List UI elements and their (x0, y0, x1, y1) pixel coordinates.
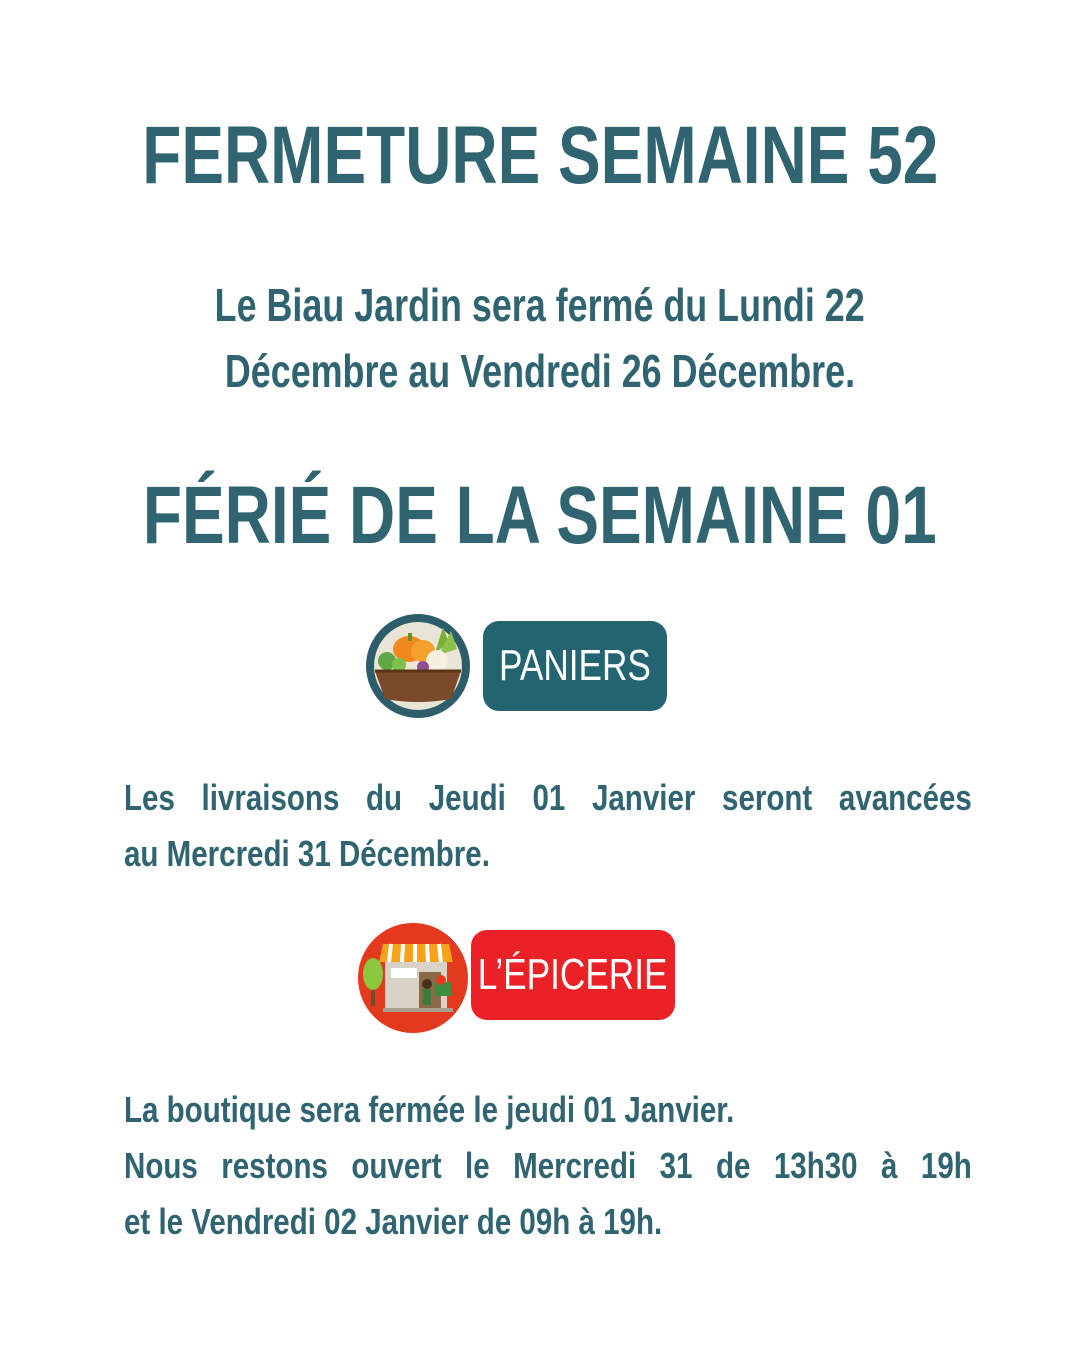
epicerie-text-line-1: La boutique sera fermée le jeudi 01 Janvier. (124, 1089, 735, 1130)
epicerie-text-word: 19h (920, 1145, 972, 1186)
epicerie-label (471, 930, 675, 1020)
epicerie-text-word: à (881, 1145, 898, 1186)
paniers-text-word: Jeudi (428, 777, 506, 818)
paniers-badge (365, 613, 667, 719)
epicerie-text-word: 31 (659, 1145, 693, 1186)
epicerie-text-word: Mercredi (513, 1145, 637, 1186)
closure-notice-line-2: Décembre au Vendredi 26 Décembre. (224, 345, 856, 397)
paniers-text-line-1 (124, 770, 972, 826)
epicerie-label-text: L’ÉPICERIE (478, 950, 668, 999)
section-title (0, 468, 1080, 564)
epicerie-text-word: Nous (124, 1145, 198, 1186)
paniers-text-word: Les (124, 777, 175, 818)
epicerie-text-word: le (465, 1145, 490, 1186)
closure-notice (0, 272, 1080, 404)
paniers-text-word: Janvier (591, 777, 696, 818)
vegetable-basket-icon (365, 613, 471, 719)
epicerie-text-word: restons (221, 1145, 328, 1186)
paniers-text-word: du (366, 777, 403, 818)
epicerie-badge (357, 922, 675, 1028)
paniers-text-word: avancées (838, 777, 972, 818)
epicerie-text-word: de (715, 1145, 751, 1186)
paniers-text-word: 01 (532, 777, 566, 818)
grocery-shop-icon (357, 922, 463, 1028)
page-title-text: FERMETURE SEMAINE 52 (141, 110, 939, 201)
epicerie-text-word: ouvert (351, 1145, 442, 1186)
paniers-label (483, 621, 667, 711)
paniers-text-line-2: au Mercredi 31 Décembre. (124, 833, 490, 874)
paniers-text (124, 770, 972, 882)
section-title-text: FÉRIÉ DE LA SEMAINE 01 (143, 470, 937, 561)
paniers-label-text: PANIERS (499, 641, 651, 690)
epicerie-text-line-3: et le Vendredi 02 Janvier de 09h à 19h. (124, 1201, 663, 1242)
paniers-text-word: seront (722, 777, 813, 818)
paniers-text-word: livraisons (201, 777, 340, 818)
epicerie-text (124, 1082, 972, 1250)
page-title (0, 108, 1080, 204)
epicerie-text-word: 13h30 (773, 1145, 858, 1186)
closure-notice-line-1: Le Biau Jardin sera fermé du Lundi 22 (214, 279, 866, 331)
epicerie-text-line-2 (124, 1138, 972, 1194)
